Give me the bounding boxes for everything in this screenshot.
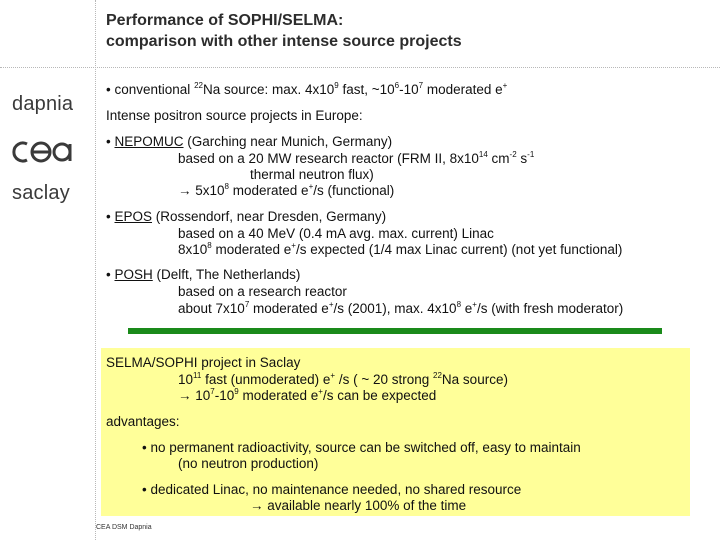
arrow-icon: → xyxy=(178,183,192,198)
posh-line-1: • POSH (Delft, The Netherlands) xyxy=(106,267,301,282)
selma-line-2: $10^{11}$ fast (unmoderated) e+ /s ( ~ 20 strong $^{22}$Na source) xyxy=(178,371,508,387)
posh-line-2: based on a research reactor xyxy=(178,284,347,299)
epos-line-3: $8x10^8$ moderated e+/s expected (1/4 max Linac current) (not yet functional) xyxy=(178,241,623,257)
horizontal-divider xyxy=(0,67,720,68)
nepomuc-line-4: → $5x10^8$ moderated e+/s (functional) xyxy=(178,182,395,198)
dapnia-logo: dapnia xyxy=(12,93,74,115)
footer-text: CEA DSM Dapnia xyxy=(96,524,152,531)
epos-line-2: based on a 40 MeV (0.4 mA avg. max. current) Linac xyxy=(178,226,494,241)
slide-title xyxy=(106,10,462,52)
conventional-source-line: • conventional $^{22}$Na source: max. $4x10^9$ fast, $\sim 10^6-10^7$ moderated e+ xyxy=(106,81,508,97)
posh-name: POSH xyxy=(114,267,153,282)
saclay-logo: saclay xyxy=(12,182,70,204)
advantage-2-note: → available nearly 100% of the time xyxy=(250,498,467,513)
epos-name: EPOS xyxy=(114,209,153,224)
selma-line-1: SELMA/SOPHI project in Saclay xyxy=(106,355,301,370)
arrow-icon: → xyxy=(250,498,264,513)
title-line-1: Performance of SOPHI/SELMA: xyxy=(106,12,344,29)
nepomuc-line-1: • NEPOMUC (Garching near Munich, Germany) xyxy=(106,134,393,149)
advantage-1-note: (no neutron production) xyxy=(178,456,319,471)
europe-heading: Intense positron source projects in Europe: xyxy=(106,108,363,123)
selma-line-3: → $10^7-10^9$ moderated e+/s can be expected xyxy=(178,387,437,403)
green-separator-bar xyxy=(128,328,662,334)
advantages-heading: advantages: xyxy=(106,414,180,429)
advantage-1: • no permanent radioactivity, source can be switched off, easy to maintain xyxy=(142,440,581,455)
epos-line-1: • EPOS (Rossendorf, near Dresden, Germany) xyxy=(106,209,387,224)
advantage-2: • dedicated Linac, no maintenance needed, no shared resource xyxy=(142,482,522,497)
nepomuc-name: NEPOMUC xyxy=(114,134,184,149)
vertical-divider xyxy=(95,0,96,540)
arrow-icon: → xyxy=(178,388,192,403)
nepomuc-line-2: based on a 20 MW research reactor (FRM II, $8x10^{14}$ $cm^{-2}$ $s^{-1}$ xyxy=(178,150,535,166)
posh-line-3: about $7x10^7$ moderated e+/s (2001), max. $4x10^8$ e+/s (with fresh moderator) xyxy=(178,300,624,316)
title-line-2: comparison with other intense source projects xyxy=(106,33,462,50)
cea-logo xyxy=(10,138,72,171)
nepomuc-line-3: thermal neutron flux) xyxy=(250,167,374,182)
